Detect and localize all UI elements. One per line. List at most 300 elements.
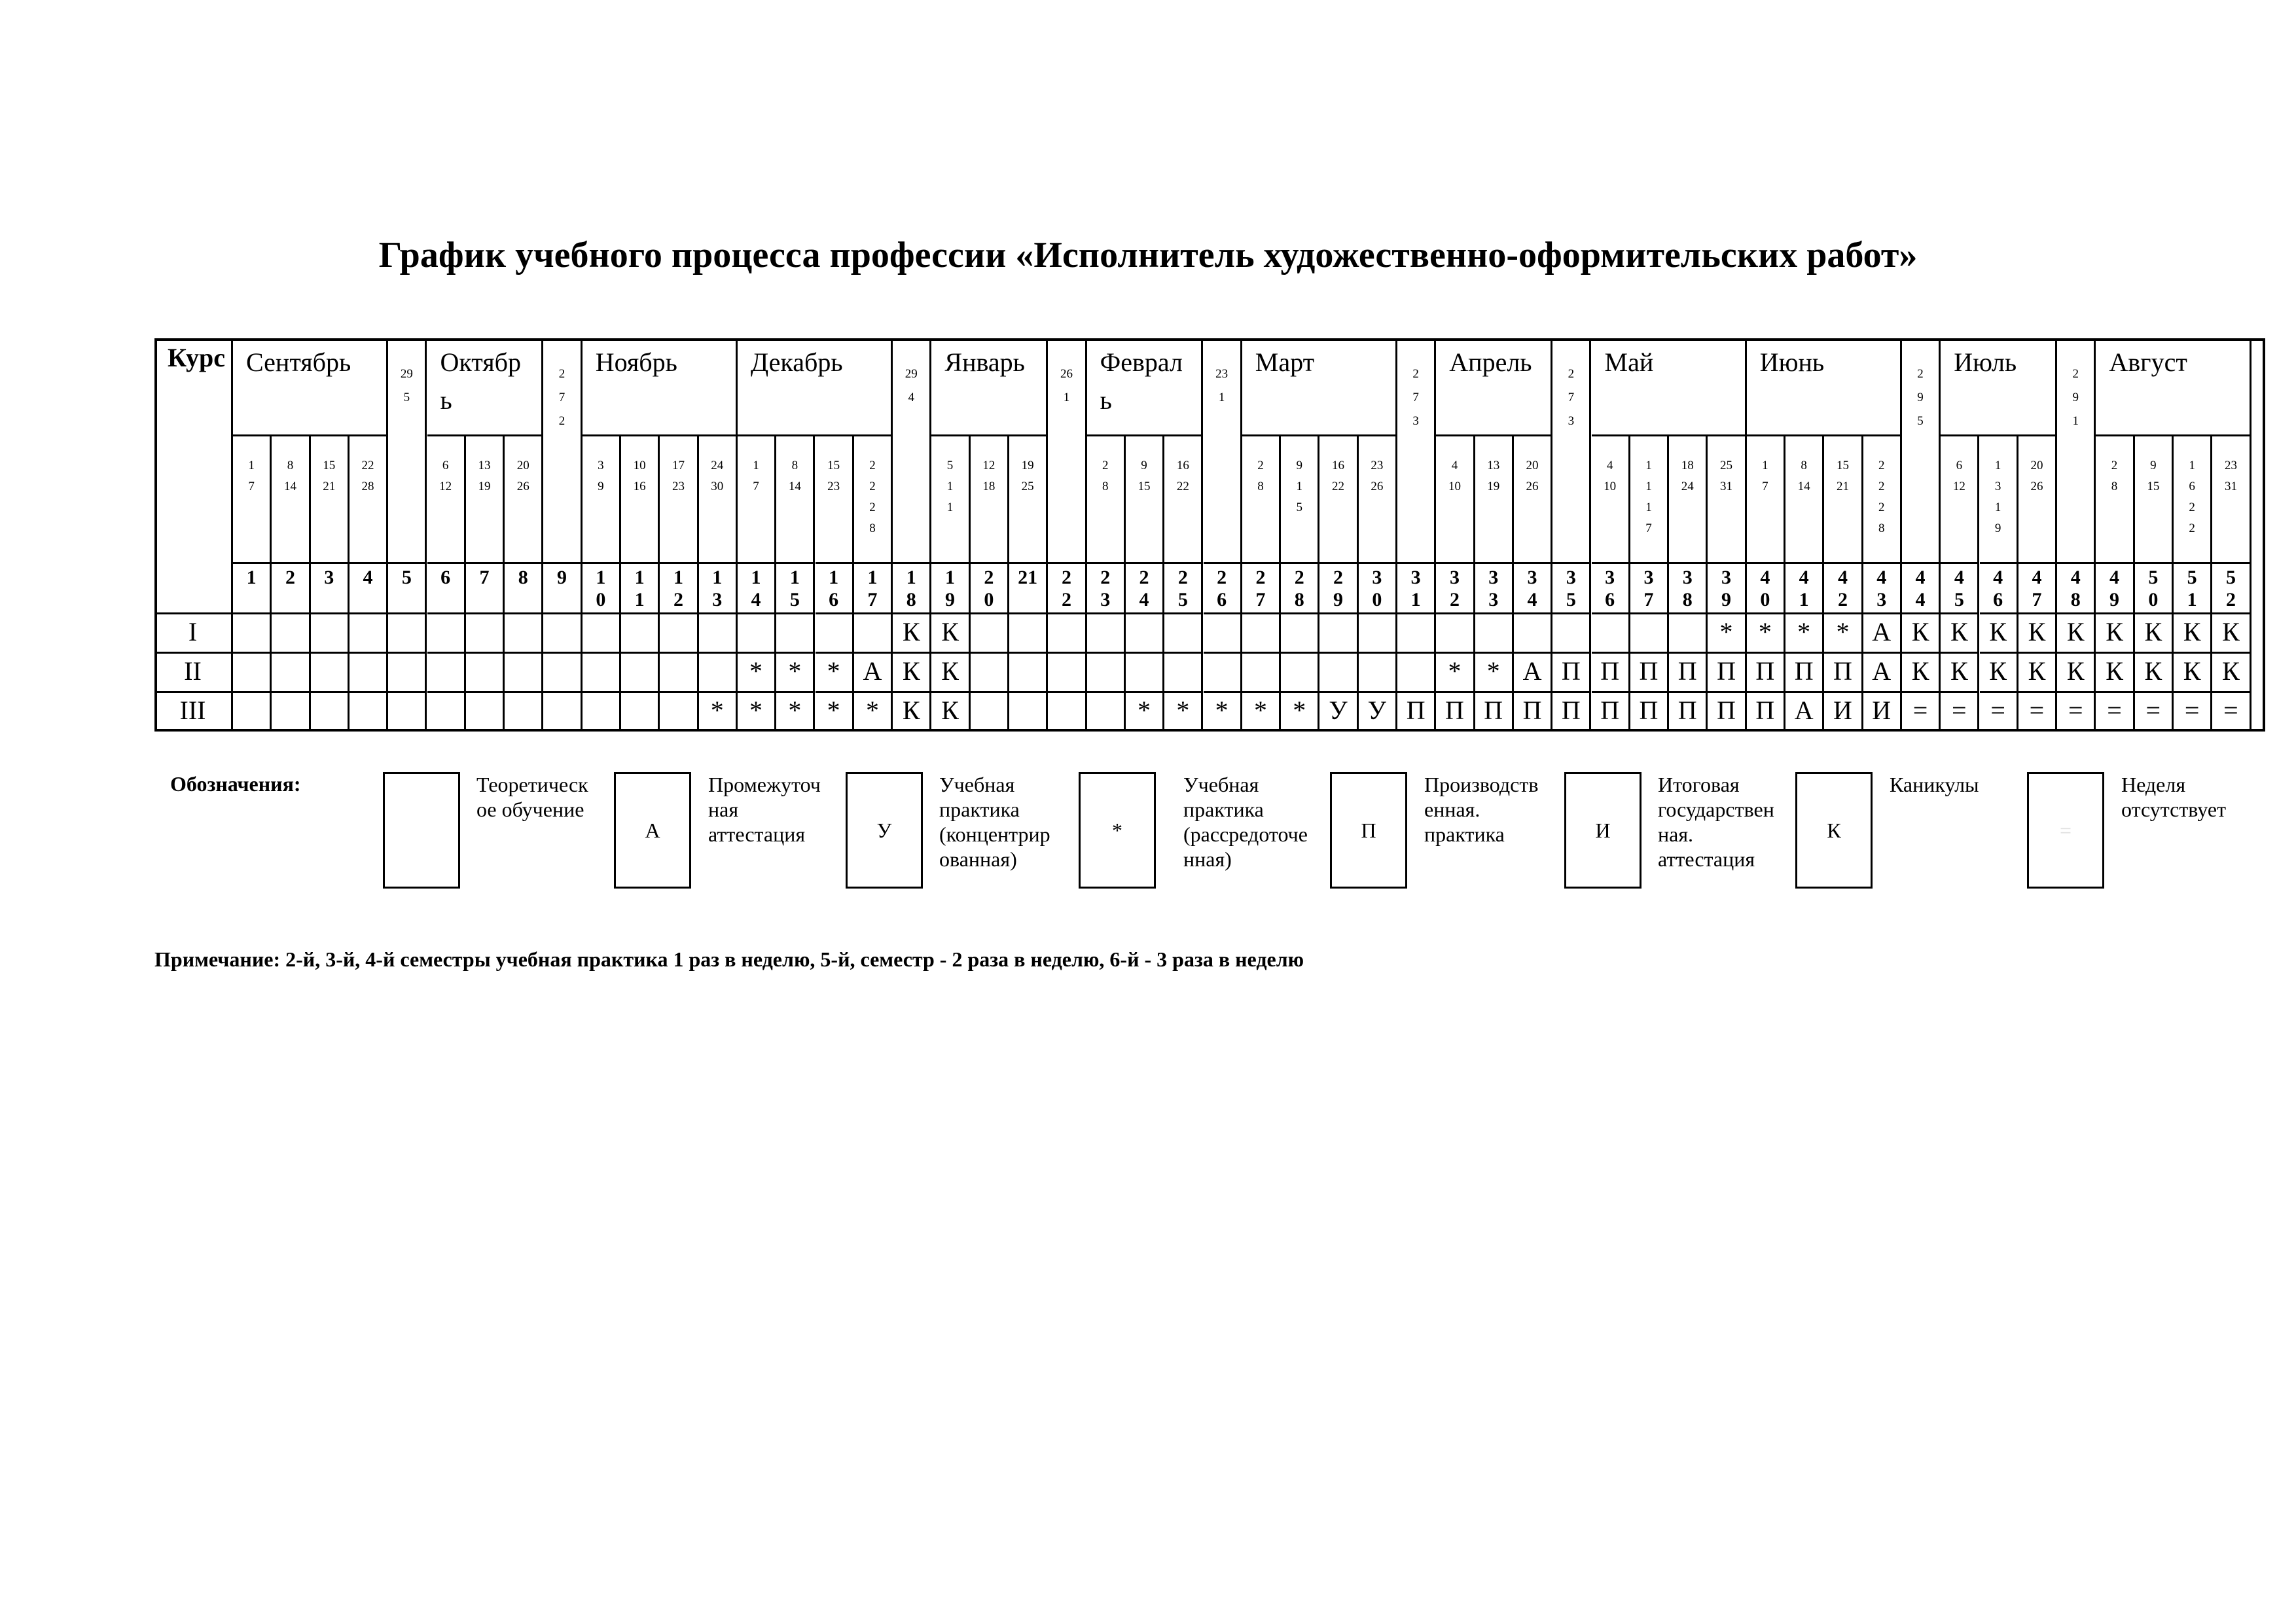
transition-week-cell: [388, 338, 427, 564]
schedule-cell: К: [931, 693, 970, 732]
schedule-cell: [1514, 614, 1552, 654]
schedule-cell: =: [2212, 693, 2251, 732]
date-range-cell: [699, 436, 738, 564]
schedule-table: [154, 338, 2265, 732]
week-number: 1 2: [660, 564, 698, 614]
schedule-cell: А: [854, 654, 893, 693]
transition-week-cell: [2057, 338, 2096, 564]
schedule-cell: [1281, 614, 1319, 654]
week-number: 4 6: [1980, 564, 2018, 614]
schedule-cell: [1009, 654, 1048, 693]
date-range-cell: [2018, 436, 2057, 564]
date-value: 3: [1994, 480, 2001, 493]
transition-week-cell: [1552, 338, 1591, 564]
schedule-cell: [311, 693, 350, 732]
schedule-cell: [350, 693, 388, 732]
week-number: 1 1: [621, 564, 660, 614]
schedule-cell: *: [1281, 693, 1319, 732]
schedule-cell: [1281, 654, 1319, 693]
schedule-cell: П: [1436, 693, 1475, 732]
legend-symbol-box: *: [1079, 772, 1156, 889]
week-number: 3 2: [1436, 564, 1475, 614]
date-range-cell: [1359, 436, 1397, 564]
date-range-cell: [583, 436, 621, 564]
date-range-cell: [466, 436, 505, 564]
date-value: 16: [633, 480, 646, 493]
date-value: 2: [2189, 521, 2195, 535]
schedule-cell: =: [2018, 693, 2057, 732]
date-value: 21: [323, 480, 336, 493]
date-value: 23: [1215, 367, 1229, 381]
legend-description: Каникулы: [1890, 773, 1979, 796]
date-value: 8: [791, 459, 798, 472]
schedule-cell: А: [1863, 654, 1902, 693]
week-number: 3 4: [1514, 564, 1552, 614]
schedule-cell: У: [1319, 693, 1358, 732]
date-range-cell: [350, 436, 388, 564]
schedule-cell: *: [1475, 654, 1514, 693]
schedule-cell: П: [1552, 693, 1591, 732]
date-value: 2: [558, 414, 565, 428]
schedule-cell: [543, 693, 582, 732]
date-value: 8: [869, 521, 876, 535]
date-value: 23: [827, 480, 840, 493]
legend-description: Промежуточ ная аттестация: [708, 773, 821, 846]
date-value: 6: [2189, 480, 2195, 493]
week-number: 4 1: [1785, 564, 1824, 614]
schedule-cell: К: [931, 654, 970, 693]
date-range-cell: [1087, 436, 1126, 564]
date-range-cell: [1242, 436, 1281, 564]
week-number: 1 0: [583, 564, 621, 614]
month-header: Октябр ь: [427, 338, 544, 436]
date-value: 8: [1102, 480, 1109, 493]
week-number: 2 8: [1281, 564, 1319, 614]
date-range-cell: [776, 436, 815, 564]
date-value: 14: [788, 480, 801, 493]
date-value: 2: [869, 480, 876, 493]
schedule-cell: [971, 693, 1009, 732]
schedule-cell: *: [816, 654, 854, 693]
week-number: 4 9: [2096, 564, 2134, 614]
schedule-cell: К: [2212, 614, 2251, 654]
schedule-cell: К: [2096, 614, 2134, 654]
legend-description: Производств енная. практика: [1424, 773, 1539, 846]
schedule-cell: П: [1747, 693, 1785, 732]
schedule-cell: [233, 614, 272, 654]
month-header: Март: [1242, 338, 1397, 436]
date-value: 2: [1412, 367, 1419, 381]
date-value: 1: [2072, 414, 2079, 428]
date-value: 22: [1332, 480, 1345, 493]
date-value: 8: [1878, 521, 1885, 535]
date-value: 10: [633, 459, 646, 472]
week-number: 1 3: [699, 564, 738, 614]
legend-symbol-box: И: [1564, 772, 1641, 889]
date-value: 13: [478, 459, 491, 472]
date-value: 1: [2189, 459, 2195, 472]
week-number: 2 9: [1319, 564, 1358, 614]
schedule-cell: К: [893, 614, 931, 654]
date-range-cell: [1164, 436, 1203, 564]
date-value: 15: [827, 459, 840, 472]
legend-symbol-box: [383, 772, 460, 889]
month-header: Апрель: [1436, 338, 1552, 436]
date-value: 7: [1762, 480, 1768, 493]
schedule-cell: *: [1204, 693, 1242, 732]
schedule-cell: А: [1785, 693, 1824, 732]
schedule-cell: [388, 614, 427, 654]
date-range-cell: [1980, 436, 2018, 564]
schedule-cell: [311, 614, 350, 654]
date-value: 10: [1604, 480, 1617, 493]
date-value: 7: [1568, 391, 1575, 404]
date-value: 1: [1994, 501, 2001, 514]
date-range-cell: [621, 436, 660, 564]
date-value: 3: [598, 459, 604, 472]
schedule-cell: [660, 693, 698, 732]
date-value: 26: [1060, 367, 1073, 381]
date-value: 20: [2030, 459, 2043, 472]
schedule-cell: [543, 654, 582, 693]
schedule-cell: К: [893, 654, 931, 693]
schedule-cell: =: [2096, 693, 2134, 732]
schedule-cell: *: [1747, 614, 1785, 654]
schedule-cell: [816, 614, 854, 654]
legend-description: Итоговая государствен ная. аттестация: [1658, 773, 1774, 871]
week-number: 5 2: [2212, 564, 2251, 614]
schedule-cell: [776, 614, 815, 654]
date-value: 9: [2150, 459, 2157, 472]
schedule-cell: [311, 654, 350, 693]
schedule-cell: [621, 693, 660, 732]
schedule-cell: К: [2096, 654, 2134, 693]
transition-week-cell: [1902, 338, 1941, 564]
date-value: 2: [1917, 367, 1924, 381]
date-value: 7: [1645, 521, 1652, 535]
footnote: Примечание: 2-й, 3-й, 4-й семестры учебная практика 1 раз в неделю, 5-й, семестр - 2 раза в неделю, 6-й - 3 раза в неделю: [154, 947, 1304, 971]
schedule-cell: [1397, 654, 1436, 693]
schedule-cell: П: [1514, 693, 1552, 732]
date-value: 2: [1878, 480, 1885, 493]
date-range-cell: [1630, 436, 1669, 564]
schedule-cell: К: [893, 693, 931, 732]
date-value: 7: [753, 480, 759, 493]
schedule-cell: [272, 654, 310, 693]
week-number: 1 8: [893, 564, 931, 614]
schedule-cell: [699, 614, 738, 654]
schedule-cell: П: [1630, 654, 1669, 693]
date-value: 9: [1917, 391, 1924, 404]
schedule-cell: *: [738, 693, 776, 732]
date-value: 1: [1218, 391, 1225, 404]
schedule-cell: К: [2018, 614, 2057, 654]
schedule-cell: [427, 693, 466, 732]
schedule-cell: [1630, 614, 1669, 654]
week-number: 1 6: [816, 564, 854, 614]
schedule-cell: [1048, 614, 1086, 654]
date-value: 1: [946, 501, 954, 514]
date-range-cell: [854, 436, 893, 564]
date-value: 10: [1448, 480, 1461, 493]
schedule-cell: [1669, 614, 1708, 654]
date-value: 19: [478, 480, 491, 493]
date-range-cell: [427, 436, 466, 564]
date-value: 2: [1878, 459, 1885, 472]
schedule-cell: [1164, 614, 1203, 654]
course-label: I: [154, 614, 233, 654]
schedule-cell: [427, 614, 466, 654]
schedule-cell: [971, 654, 1009, 693]
week-number: 3 9: [1708, 564, 1746, 614]
schedule-cell: [1164, 654, 1203, 693]
date-value: 1: [1645, 459, 1652, 472]
date-value: 12: [1952, 480, 1965, 493]
schedule-cell: [1204, 654, 1242, 693]
week-number: 4 5: [1941, 564, 1979, 614]
schedule-cell: П: [1785, 654, 1824, 693]
schedule-cell: К: [2018, 654, 2057, 693]
date-range-cell: [1319, 436, 1358, 564]
schedule-cell: [583, 654, 621, 693]
schedule-cell: П: [1552, 654, 1591, 693]
schedule-cell: П: [1592, 654, 1630, 693]
date-range-cell: [1747, 436, 1785, 564]
week-number: 3 0: [1359, 564, 1397, 614]
schedule-cell: =: [2174, 693, 2212, 732]
date-value: 1: [1645, 501, 1652, 514]
date-value: 7: [558, 391, 565, 404]
date-value: 22: [1176, 480, 1189, 493]
week-number: 1 9: [931, 564, 970, 614]
schedule-cell: [1242, 654, 1281, 693]
schedule-cell: К: [2212, 654, 2251, 693]
month-header: Июль: [1941, 338, 2057, 436]
date-range-cell: [2174, 436, 2212, 564]
week-number: 1 5: [776, 564, 815, 614]
legend-symbol-box: А: [614, 772, 691, 889]
date-range-cell: [971, 436, 1009, 564]
date-value: 15: [323, 459, 336, 472]
date-range-cell: [816, 436, 854, 564]
date-value: 25: [1720, 459, 1733, 472]
date-value: 1: [1645, 480, 1652, 493]
schedule-cell: П: [1747, 654, 1785, 693]
schedule-cell: [1048, 654, 1086, 693]
date-value: 23: [1371, 459, 1384, 472]
date-value: 2: [2072, 367, 2079, 381]
week-number: 3 8: [1669, 564, 1708, 614]
week-number: 6: [427, 564, 466, 614]
date-value: 5: [1917, 414, 1924, 428]
schedule-cell: [1397, 614, 1436, 654]
schedule-cell: *: [738, 654, 776, 693]
date-value: 13: [1487, 459, 1500, 472]
schedule-cell: [583, 693, 621, 732]
week-number: 3: [311, 564, 350, 614]
schedule-cell: [1009, 614, 1048, 654]
date-range-cell: [1785, 436, 1824, 564]
schedule-cell: П: [1397, 693, 1436, 732]
date-value: 26: [516, 480, 529, 493]
schedule-cell: К: [1902, 654, 1941, 693]
week-number: 4 0: [1747, 564, 1785, 614]
schedule-cell: [466, 614, 505, 654]
date-range-cell: [1009, 436, 1048, 564]
schedule-cell: П: [1630, 693, 1669, 732]
schedule-cell: *: [816, 693, 854, 732]
week-number: 2 4: [1126, 564, 1164, 614]
date-value: 18: [982, 480, 996, 493]
date-value: 6: [1956, 459, 1963, 472]
schedule-cell: *: [1824, 614, 1863, 654]
course-label: II: [154, 654, 233, 693]
schedule-cell: П: [1824, 654, 1863, 693]
week-number: 5: [388, 564, 427, 614]
schedule-cell: К: [1941, 614, 1979, 654]
date-value: 17: [672, 459, 685, 472]
legend-description: Неделя отсутствует: [2121, 773, 2227, 821]
week-number: 5 1: [2174, 564, 2212, 614]
date-range-cell: [1708, 436, 1746, 564]
date-value: 16: [1176, 459, 1189, 472]
week-number: 4 2: [1824, 564, 1863, 614]
date-value: 5: [403, 391, 410, 404]
schedule-cell: [466, 693, 505, 732]
date-range-cell: [1941, 436, 1979, 564]
schedule-cell: П: [1708, 654, 1746, 693]
schedule-cell: [543, 614, 582, 654]
legend-symbol-box: У: [846, 772, 923, 889]
schedule-cell: [1319, 614, 1358, 654]
schedule-cell: [971, 614, 1009, 654]
schedule-cell: К: [2135, 614, 2174, 654]
date-value: 14: [283, 480, 296, 493]
date-value: 24: [1681, 480, 1694, 493]
week-number: 1 7: [854, 564, 893, 614]
week-number: 4 3: [1863, 564, 1902, 614]
schedule-cell: *: [1785, 614, 1824, 654]
schedule-cell: [233, 693, 272, 732]
schedule-cell: [427, 654, 466, 693]
week-number: 1: [233, 564, 272, 614]
schedule-cell: *: [1708, 614, 1746, 654]
legend-description: Учебная практика (концентрир ованная): [939, 773, 1050, 871]
schedule-cell: [1475, 614, 1514, 654]
date-value: 26: [1526, 480, 1539, 493]
week-number: 3 3: [1475, 564, 1514, 614]
schedule-cell: [1048, 693, 1086, 732]
week-number: 3 5: [1552, 564, 1591, 614]
week-number: 2 7: [1242, 564, 1281, 614]
schedule-cell: К: [1902, 614, 1941, 654]
date-value: 2: [1878, 501, 1885, 514]
schedule-cell: [699, 654, 738, 693]
week-number: 4 8: [2057, 564, 2096, 614]
schedule-cell: *: [776, 693, 815, 732]
date-value: 29: [905, 367, 918, 381]
schedule-cell: П: [1592, 693, 1630, 732]
schedule-cell: =: [1902, 693, 1941, 732]
week-number: 4 4: [1902, 564, 1941, 614]
date-range-cell: [1863, 436, 1902, 564]
schedule-cell: =: [2057, 693, 2096, 732]
week-number: 2 5: [1164, 564, 1203, 614]
date-value: 30: [711, 480, 724, 493]
date-range-cell: [1126, 436, 1164, 564]
schedule-cell: *: [1242, 693, 1281, 732]
week-row-label: [154, 564, 233, 614]
date-range-cell: [2096, 436, 2134, 564]
legend-description: Учебная практика (рассредоточе нная): [1183, 773, 1308, 871]
schedule-cell: [350, 614, 388, 654]
schedule-cell: [272, 614, 310, 654]
schedule-cell: [660, 614, 698, 654]
transition-week-cell: [543, 338, 582, 564]
date-range-cell: [1824, 436, 1863, 564]
date-value: 31: [2224, 480, 2237, 493]
week-number: 4: [350, 564, 388, 614]
schedule-cell: К: [1941, 654, 1979, 693]
date-value: 2: [2111, 459, 2118, 472]
date-range-cell: [2135, 436, 2174, 564]
date-value: 9: [2072, 391, 2079, 404]
schedule-cell: [1009, 693, 1048, 732]
date-value: 14: [1797, 480, 1810, 493]
date-value: 15: [1138, 480, 1151, 493]
schedule-cell: К: [2135, 654, 2174, 693]
schedule-cell: [1204, 614, 1242, 654]
week-number: 3 6: [1592, 564, 1630, 614]
month-header: Ноябрь: [583, 338, 738, 436]
schedule-cell: К: [1980, 614, 2018, 654]
date-value: 9: [1296, 459, 1302, 472]
schedule-cell: К: [2174, 614, 2212, 654]
week-number: 2 6: [1204, 564, 1242, 614]
schedule-cell: *: [1436, 654, 1475, 693]
date-value: 8: [287, 459, 294, 472]
date-value: 23: [2224, 459, 2237, 472]
transition-week-cell: [1397, 338, 1436, 564]
schedule-cell: И: [1863, 693, 1902, 732]
date-value: 12: [982, 459, 996, 472]
date-value: 24: [711, 459, 724, 472]
schedule-cell: П: [1669, 654, 1708, 693]
date-range-cell: [1592, 436, 1630, 564]
schedule-cell: *: [699, 693, 738, 732]
date-range-cell: [660, 436, 698, 564]
schedule-cell: [505, 614, 543, 654]
schedule-cell: *: [776, 654, 815, 693]
date-value: 1: [248, 459, 255, 472]
schedule-cell: [854, 614, 893, 654]
schedule-cell: И: [1824, 693, 1863, 732]
schedule-cell: [1087, 614, 1126, 654]
page-title: График учебного процесса профессии «Исполнитель художественно-оформительских работ»: [378, 235, 1918, 275]
week-number: 8: [505, 564, 543, 614]
date-range-cell: [1669, 436, 1708, 564]
schedule-cell: *: [1164, 693, 1203, 732]
date-value: 19: [1487, 480, 1500, 493]
schedule-cell: [388, 693, 427, 732]
schedule-cell: [388, 654, 427, 693]
date-value: 9: [1141, 459, 1147, 472]
month-header: Декабрь: [738, 338, 893, 436]
schedule-cell: [1359, 614, 1397, 654]
schedule-cell: А: [1863, 614, 1902, 654]
schedule-cell: [1126, 614, 1164, 654]
month-header: Январь: [931, 338, 1048, 436]
